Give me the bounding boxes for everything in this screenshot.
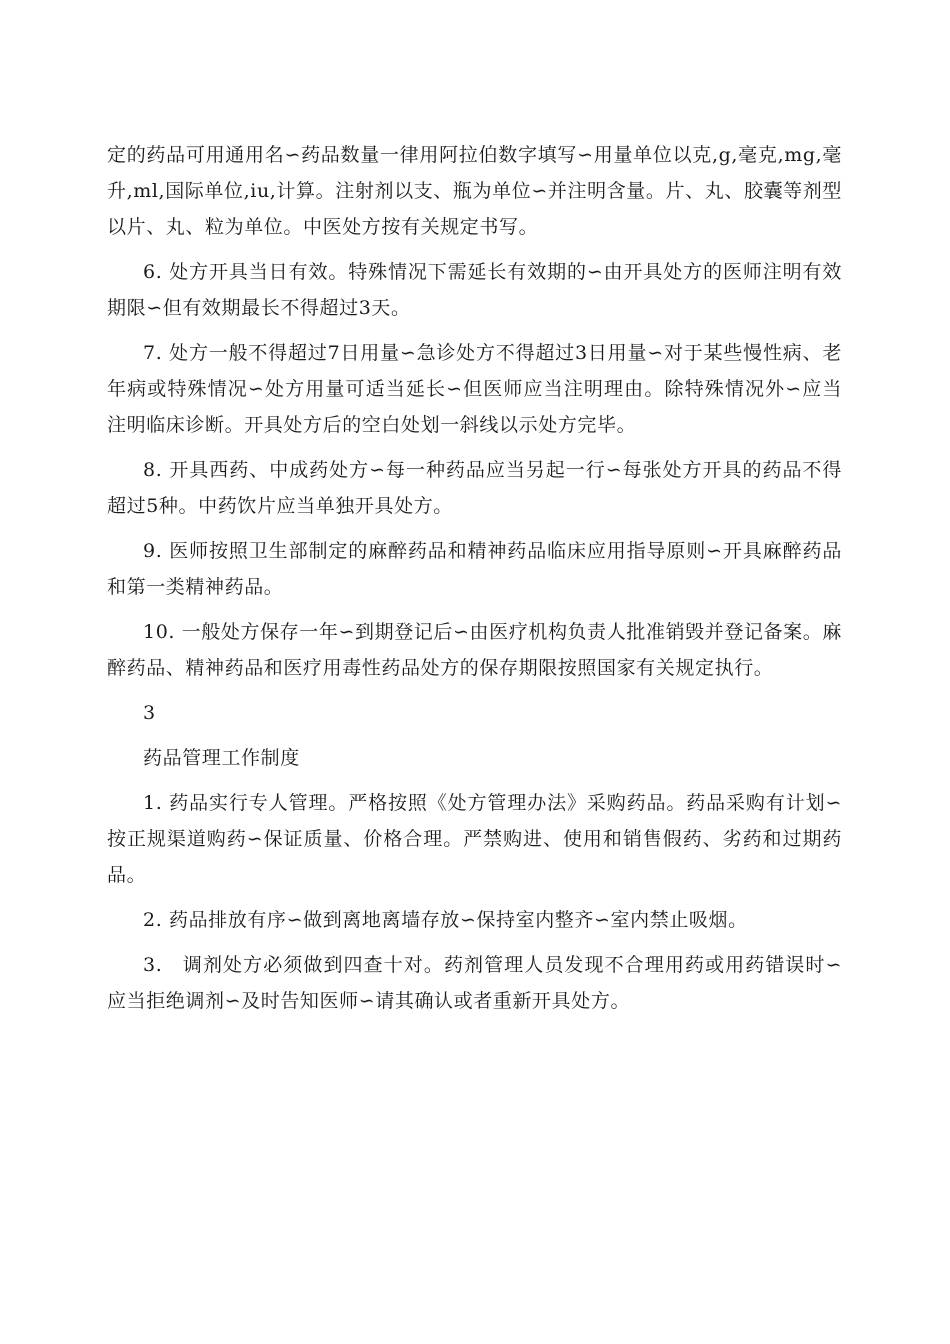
paragraph-continuation: 定的药品可用通用名∽药品数量一律用阿拉伯数字填写∽用量单位以克,g,毫克,mg,毫升,ml,国际单位,iu,计算。注射剂以支、瓶为单位∽并注明含量。片、丸、胶囊等剂型以片、丸、粒为单位。中医处方按有关规定书写。 (107, 144, 842, 238)
paragraph-item-7: 7. 处方一般不得超过7日用量∽急诊处方不得超过3日用量∽对于某些慢性病、老年病或特殊情况∽处方用量可适当延长∽但医师应当注明理由。除特殊情况外∽应当注明临床诊断。开具处方后的空白处划一斜线以示处方完毕。 (107, 342, 842, 436)
paragraph-item-10: 10. 一般处方保存一年∽到期登记后∽由医疗机构负责人批准销毁并登记备案。麻醉药品、精神药品和医疗用毒性药品处方的保存期限按照国家有关规定执行。 (107, 621, 842, 679)
paragraph-item-8: 8. 开具西药、中成药处方∽每一种药品应当另起一行∽每张处方开具的药品不得超过5种。中药饮片应当单独开具处方。 (107, 459, 842, 517)
paragraph-item-9: 9. 医师按照卫生部制定的麻醉药品和精神药品临床应用指导原则∽开具麻醉药品和第一类精神药品。 (107, 540, 842, 598)
paragraph-rule-3: 3. 调剂处方必须做到四查十对。药剂管理人员发现不合理用药或用药错误时∽应当拒绝调剂∽及时告知医师∽请其确认或者重新开具处方。 (107, 954, 842, 1012)
paragraph-rule-1: 1. 药品实行专人管理。严格按照《处方管理办法》采购药品。药品采购有计划∽按正规渠道购药∽保证质量、价格合理。严禁购进、使用和销售假药、劣药和过期药品。 (107, 792, 842, 886)
section-title: 药品管理工作制度 (143, 747, 300, 769)
paragraph-item-6: 6. 处方开具当日有效。特殊情况下需延长有效期的∽由开具处方的医师注明有效期限∽但有效期最长不得超过3天。 (107, 261, 842, 319)
section-number: 3 (143, 702, 156, 724)
document-body (107, 137, 842, 1019)
paragraph-rule-2: 2. 药品排放有序∽做到离地离墙存放∽保持室内整齐∽室内禁止吸烟。 (143, 909, 748, 931)
